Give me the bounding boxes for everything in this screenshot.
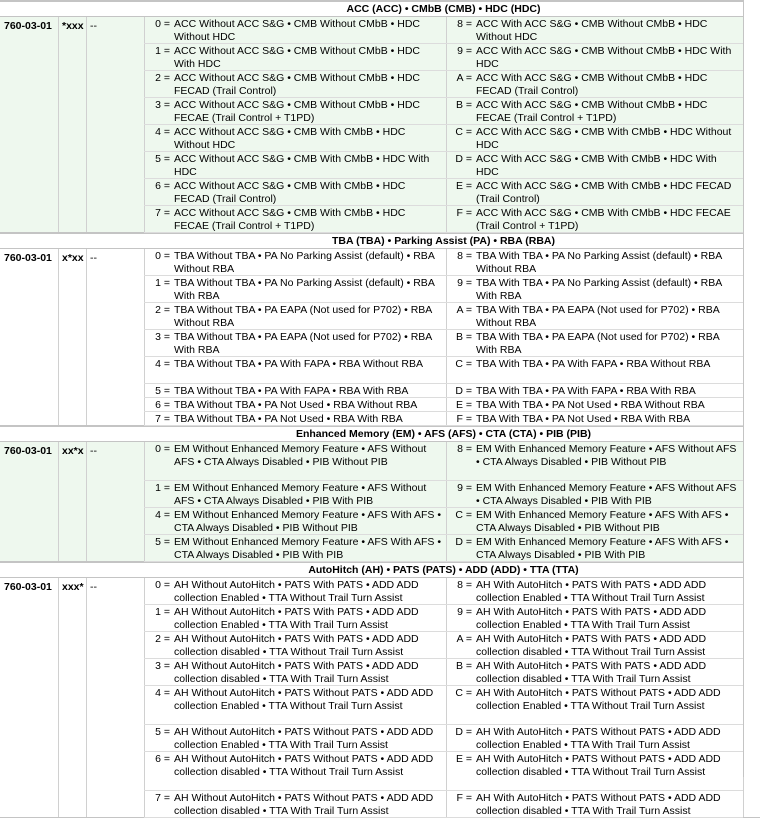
option-text: AH With AutoHitch • PATS With PATS • ADD ADD collection disabled • TTA Without Trail Turn Assist bbox=[476, 633, 707, 658]
option-key: C = bbox=[455, 358, 472, 370]
option-text: AH With AutoHitch • PATS With PATS • ADD ADD collection Enabled • TTA Without Trail Turn Assist bbox=[476, 579, 707, 604]
option-cell-left[interactable] bbox=[144, 752, 446, 791]
option-cell-right[interactable] bbox=[446, 276, 743, 303]
option-key: D = bbox=[455, 726, 472, 738]
option-text: TBA Without TBA • PA With FAPA • RBA With RBA bbox=[174, 385, 409, 397]
option-text: TBA With TBA • PA No Parking Assist (default) • RBA With RBA bbox=[476, 277, 722, 302]
option-cell-right[interactable] bbox=[446, 206, 743, 233]
option-cell-right[interactable] bbox=[446, 249, 743, 276]
option-cell-left[interactable] bbox=[144, 303, 446, 330]
option-key: 6 = bbox=[155, 180, 170, 192]
option-text: ACC Without ACC S&G • CMB Without CMbB • HDC FECAE (Trail Control + T1PD) bbox=[174, 99, 420, 124]
option-text: ACC With ACC S&G • CMB With CMbB • HDC FECAE (Trail Control + T1PD) bbox=[476, 207, 731, 232]
option-key: 5 = bbox=[155, 385, 170, 397]
option-key: E = bbox=[455, 753, 472, 765]
option-key: 2 = bbox=[155, 633, 170, 645]
option-text: ACC With ACC S&G • CMB Without CMbB • HDC Without HDC bbox=[476, 18, 708, 43]
config-id-cell[interactable]: 760-03-01 bbox=[4, 445, 52, 457]
option-key: B = bbox=[455, 331, 472, 343]
section-title: Enhanced Memory (EM) • AFS (AFS) • CTA (CTA) • PIB (PIB) bbox=[295, 428, 592, 440]
config-code-cell[interactable]: xx*x bbox=[62, 445, 84, 457]
option-cell-left[interactable] bbox=[144, 179, 446, 206]
section-title: AutoHitch (AH) • PATS (PATS) • ADD (ADD) • TTA (TTA) bbox=[308, 564, 579, 576]
option-key: 7 = bbox=[155, 207, 170, 219]
option-key: A = bbox=[456, 304, 472, 316]
option-key: 5 = bbox=[155, 153, 170, 165]
section-header bbox=[0, 426, 760, 442]
option-cell-right[interactable] bbox=[446, 791, 743, 818]
option-text: AH With AutoHitch • PATS With PATS • ADD ADD collection disabled • TTA With Trail Turn Assist bbox=[476, 660, 707, 685]
option-text: TBA Without TBA • PA No Parking Assist (default) • RBA Without RBA bbox=[174, 250, 435, 275]
option-cell-right[interactable] bbox=[446, 605, 743, 632]
option-key: 1 = bbox=[155, 45, 170, 57]
option-text: ACC With ACC S&G • CMB Without CMbB • HDC FECAD (Trail Control) bbox=[476, 72, 708, 97]
option-key: 7 = bbox=[155, 413, 170, 425]
option-key: 7 = bbox=[155, 792, 170, 804]
option-text: EM With Enhanced Memory Feature • AFS With AFS • CTA Always Disabled • PIB Without PIB bbox=[476, 509, 729, 534]
option-text: AH With AutoHitch • PATS Without PATS • ADD ADD collection Enabled • TTA With Trail Turn Assist bbox=[476, 726, 721, 751]
option-text: ACC Without ACC S&G • CMB With CMbB • HDC Without HDC bbox=[174, 126, 406, 151]
option-cell-right[interactable] bbox=[446, 632, 743, 659]
option-cell-right[interactable] bbox=[446, 17, 743, 44]
option-key: D = bbox=[455, 536, 472, 548]
option-cell-left[interactable] bbox=[144, 71, 446, 98]
option-key: 9 = bbox=[457, 482, 472, 494]
option-cell-right[interactable] bbox=[446, 44, 743, 71]
option-key: 6 = bbox=[155, 753, 170, 765]
option-key: 3 = bbox=[155, 660, 170, 672]
option-key: B = bbox=[455, 99, 472, 111]
option-key: 9 = bbox=[457, 277, 472, 289]
option-text: ACC With ACC S&G • CMB Without CMbB • HDC With HDC bbox=[476, 45, 732, 70]
option-text: TBA Without TBA • PA EAPA (Not used for P702) • RBA With RBA bbox=[174, 331, 432, 356]
option-key: 0 = bbox=[155, 579, 170, 591]
option-key: 1 = bbox=[155, 482, 170, 494]
option-cell-right[interactable] bbox=[446, 725, 743, 752]
option-key: 9 = bbox=[457, 606, 472, 618]
option-text: AH Without AutoHitch • PATS Without PATS • ADD ADD collection Enabled • TTA With Trail Turn Assist bbox=[174, 726, 434, 751]
option-text: ACC Without ACC S&G • CMB Without CMbB • HDC Without HDC bbox=[174, 18, 420, 43]
option-cell-right[interactable] bbox=[446, 330, 743, 357]
option-key: F = bbox=[456, 207, 472, 219]
option-text: ACC Without ACC S&G • CMB With CMbB • HDC FECAE (Trail Control + T1PD) bbox=[174, 207, 406, 232]
option-text: EM Without Enhanced Memory Feature • AFS Without AFS • CTA Always Disabled • PIB Without PIB bbox=[174, 443, 427, 468]
section-block bbox=[0, 442, 760, 562]
section-title: TBA (TBA) • Parking Assist (PA) • RBA (RBA) bbox=[332, 235, 555, 247]
section-header bbox=[0, 562, 760, 578]
option-cell-left[interactable] bbox=[144, 725, 446, 752]
option-text: TBA With TBA • PA Not Used • RBA Without RBA bbox=[476, 399, 705, 411]
option-key: 8 = bbox=[457, 250, 472, 262]
option-text: AH With AutoHitch • PATS With PATS • ADD ADD collection Enabled • TTA With Trail Turn Assist bbox=[476, 606, 707, 631]
config-code-cell[interactable]: x*xx bbox=[62, 252, 84, 264]
option-key: 0 = bbox=[155, 250, 170, 262]
option-cell-left[interactable] bbox=[144, 357, 446, 384]
option-key: C = bbox=[455, 126, 472, 138]
option-cell-left[interactable] bbox=[144, 481, 446, 508]
option-text: EM Without Enhanced Memory Feature • AFS With AFS • CTA Always Disabled • PIB Without PIB bbox=[174, 509, 442, 534]
option-key: 5 = bbox=[155, 536, 170, 548]
option-key: 2 = bbox=[155, 72, 170, 84]
option-cell-right[interactable] bbox=[446, 98, 743, 125]
option-key: F = bbox=[456, 413, 472, 425]
option-cell-right[interactable] bbox=[446, 508, 743, 535]
option-text: TBA Without TBA • PA No Parking Assist (default) • RBA With RBA bbox=[174, 277, 435, 302]
option-key: 6 = bbox=[155, 399, 170, 411]
config-dash-cell[interactable]: -- bbox=[90, 20, 97, 32]
option-cell-left[interactable] bbox=[144, 330, 446, 357]
option-cell-right[interactable] bbox=[446, 442, 743, 481]
section-title: ACC (ACC) • CMbB (CMB) • HDC (HDC) bbox=[346, 3, 541, 15]
option-text: ACC With ACC S&G • CMB With CMbB • HDC Without HDC bbox=[476, 126, 732, 151]
option-text: TBA With TBA • PA Not Used • RBA With RBA bbox=[476, 413, 691, 425]
option-cell-right[interactable] bbox=[446, 535, 743, 562]
option-cell-left[interactable] bbox=[144, 276, 446, 303]
right-gutter bbox=[743, 0, 760, 777]
option-text: TBA With TBA • PA With FAPA • RBA With RBA bbox=[476, 385, 696, 397]
option-key: 9 = bbox=[457, 45, 472, 57]
option-text: TBA With TBA • PA EAPA (Not used for P702) • RBA Without RBA bbox=[476, 304, 720, 329]
option-key: 2 = bbox=[155, 304, 170, 316]
option-cell-left[interactable] bbox=[144, 398, 446, 412]
config-dash-cell[interactable]: -- bbox=[90, 581, 97, 593]
option-text: EM With Enhanced Memory Feature • AFS With AFS • CTA Always Disabled • PIB With PIB bbox=[476, 536, 729, 561]
option-cell-left[interactable] bbox=[144, 659, 446, 686]
option-cell-right[interactable] bbox=[446, 686, 743, 725]
option-cell-left[interactable] bbox=[144, 535, 446, 562]
option-text: ACC With ACC S&G • CMB Without CMbB • HDC FECAE (Trail Control + T1PD) bbox=[476, 99, 708, 124]
column-divider bbox=[86, 249, 87, 425]
option-cell-right[interactable] bbox=[446, 303, 743, 330]
option-text: AH Without AutoHitch • PATS Without PATS • ADD ADD collection disabled • TTA Without Trail Turn Assist bbox=[174, 753, 434, 778]
option-text: AH Without AutoHitch • PATS With PATS • ADD ADD collection Enabled • TTA Without Trail Turn Assist bbox=[174, 579, 419, 604]
config-dash-cell[interactable]: -- bbox=[90, 252, 97, 264]
option-cell-left[interactable] bbox=[144, 44, 446, 71]
column-divider bbox=[58, 249, 59, 425]
column-divider bbox=[58, 17, 59, 232]
column-divider bbox=[86, 442, 87, 561]
section-block bbox=[0, 249, 760, 426]
option-text: EM Without Enhanced Memory Feature • AFS Without AFS • CTA Always Disabled • PIB With PIB bbox=[174, 482, 427, 507]
option-text: ACC With ACC S&G • CMB With CMbB • HDC FECAD (Trail Control) bbox=[476, 180, 732, 205]
option-key: 4 = bbox=[155, 126, 170, 138]
config-id-cell[interactable]: 760-03-01 bbox=[4, 581, 52, 593]
section-header bbox=[0, 233, 760, 249]
option-text: AH With AutoHitch • PATS Without PATS • ADD ADD collection disabled • TTA With Trail Turn Assist bbox=[476, 792, 721, 817]
option-key: E = bbox=[455, 180, 472, 192]
option-text: AH With AutoHitch • PATS Without PATS • ADD ADD collection disabled • TTA Without Trail Turn Assist bbox=[476, 753, 721, 778]
option-cell-left[interactable] bbox=[144, 125, 446, 152]
option-key: 5 = bbox=[155, 726, 170, 738]
option-text: ACC Without ACC S&G • CMB Without CMbB • HDC FECAD (Trail Control) bbox=[174, 72, 420, 97]
option-key: A = bbox=[456, 633, 472, 645]
option-key: 1 = bbox=[155, 277, 170, 289]
option-key: C = bbox=[455, 509, 472, 521]
option-text: ACC Without ACC S&G • CMB Without CMbB • HDC With HDC bbox=[174, 45, 420, 70]
option-key: D = bbox=[455, 385, 472, 397]
option-key: E = bbox=[455, 399, 472, 411]
option-key: A = bbox=[456, 72, 472, 84]
option-cell-left[interactable] bbox=[144, 442, 446, 481]
option-text: EM Without Enhanced Memory Feature • AFS With AFS • CTA Always Disabled • PIB With PIB bbox=[174, 536, 442, 561]
option-cell-left[interactable] bbox=[144, 508, 446, 535]
option-cell-right[interactable] bbox=[446, 125, 743, 152]
column-divider bbox=[86, 17, 87, 232]
option-text: AH Without AutoHitch • PATS With PATS • ADD ADD collection disabled • TTA With Trail Turn Assist bbox=[174, 660, 419, 685]
option-text: AH Without AutoHitch • PATS Without PATS • ADD ADD collection disabled • TTA With Trail Turn Assist bbox=[174, 792, 434, 817]
option-key: 0 = bbox=[155, 18, 170, 30]
option-key: 8 = bbox=[457, 443, 472, 455]
option-cell-right[interactable] bbox=[446, 752, 743, 791]
option-key: F = bbox=[456, 792, 472, 804]
option-key: 3 = bbox=[155, 99, 170, 111]
config-id-cell[interactable]: 760-03-01 bbox=[4, 252, 52, 264]
option-text: TBA With TBA • PA With FAPA • RBA Without RBA bbox=[476, 358, 711, 370]
section-block bbox=[0, 17, 760, 233]
section-block bbox=[0, 578, 760, 818]
option-cell-left[interactable] bbox=[144, 632, 446, 659]
option-cell-left[interactable] bbox=[144, 791, 446, 818]
option-text: TBA With TBA • PA No Parking Assist (default) • RBA Without RBA bbox=[476, 250, 722, 275]
option-text: TBA Without TBA • PA Not Used • RBA With RBA bbox=[174, 413, 403, 425]
option-key: 1 = bbox=[155, 606, 170, 618]
option-key: 8 = bbox=[457, 579, 472, 591]
option-cell-right[interactable] bbox=[446, 357, 743, 384]
option-cell-right[interactable] bbox=[446, 412, 743, 426]
option-text: TBA Without TBA • PA With FAPA • RBA Without RBA bbox=[174, 358, 423, 370]
option-key: 8 = bbox=[457, 18, 472, 30]
column-divider bbox=[86, 578, 87, 817]
option-cell-left[interactable] bbox=[144, 578, 446, 605]
option-cell-right[interactable] bbox=[446, 481, 743, 508]
option-key: 3 = bbox=[155, 331, 170, 343]
option-key: 4 = bbox=[155, 509, 170, 521]
option-cell-right[interactable] bbox=[446, 152, 743, 179]
option-cell-left[interactable] bbox=[144, 686, 446, 725]
option-text: EM With Enhanced Memory Feature • AFS Without AFS • CTA Always Disabled • PIB Without PIB bbox=[476, 443, 737, 468]
column-divider bbox=[58, 442, 59, 561]
option-cell-left[interactable] bbox=[144, 152, 446, 179]
config-code-cell[interactable]: xxx* bbox=[62, 581, 84, 593]
option-cell-left[interactable] bbox=[144, 412, 446, 426]
config-code-cell[interactable]: *xxx bbox=[62, 20, 84, 32]
option-key: 4 = bbox=[155, 687, 170, 699]
option-cell-right[interactable] bbox=[446, 578, 743, 605]
option-text: ACC Without ACC S&G • CMB With CMbB • HDC With HDC bbox=[174, 153, 430, 178]
option-cell-left[interactable] bbox=[144, 98, 446, 125]
option-key: C = bbox=[455, 687, 472, 699]
option-cell-right[interactable] bbox=[446, 71, 743, 98]
option-key: 0 = bbox=[155, 443, 170, 455]
config-dash-cell[interactable]: -- bbox=[90, 445, 97, 457]
option-text: TBA With TBA • PA EAPA (Not used for P702) • RBA With RBA bbox=[476, 331, 720, 356]
option-text: TBA Without TBA • PA Not Used • RBA Without RBA bbox=[174, 399, 418, 411]
option-key: 4 = bbox=[155, 358, 170, 370]
config-id-cell[interactable]: 760-03-01 bbox=[4, 20, 52, 32]
option-cell-left[interactable] bbox=[144, 206, 446, 233]
option-text: AH Without AutoHitch • PATS With PATS • ADD ADD collection Enabled • TTA With Trail Turn Assist bbox=[174, 606, 419, 631]
option-text: ACC With ACC S&G • CMB With CMbB • HDC With HDC bbox=[476, 153, 717, 178]
option-cell-right[interactable] bbox=[446, 179, 743, 206]
option-text: ACC Without ACC S&G • CMB With CMbB • HDC FECAD (Trail Control) bbox=[174, 180, 406, 205]
option-cell-left[interactable] bbox=[144, 249, 446, 276]
section-header bbox=[0, 1, 760, 17]
option-cell-left[interactable] bbox=[144, 384, 446, 398]
option-text: AH Without AutoHitch • PATS Without PATS • ADD ADD collection Enabled • TTA Without Trail Turn Assist bbox=[174, 687, 434, 712]
option-key: B = bbox=[455, 660, 472, 672]
option-text: EM With Enhanced Memory Feature • AFS Without AFS • CTA Always Disabled • PIB With PIB bbox=[476, 482, 737, 507]
column-divider bbox=[58, 578, 59, 817]
option-cell-right[interactable] bbox=[446, 659, 743, 686]
option-text: TBA Without TBA • PA EAPA (Not used for P702) • RBA Without RBA bbox=[174, 304, 432, 329]
option-cell-right[interactable] bbox=[446, 384, 743, 398]
option-cell-right[interactable] bbox=[446, 398, 743, 412]
option-text: AH With AutoHitch • PATS Without PATS • ADD ADD collection Enabled • TTA Without Trail Turn Assist bbox=[476, 687, 721, 712]
option-cell-left[interactable] bbox=[144, 17, 446, 44]
option-cell-left[interactable] bbox=[144, 605, 446, 632]
option-text: AH Without AutoHitch • PATS With PATS • ADD ADD collection disabled • TTA Without Trail Turn Assist bbox=[174, 633, 419, 658]
option-key: D = bbox=[455, 153, 472, 165]
